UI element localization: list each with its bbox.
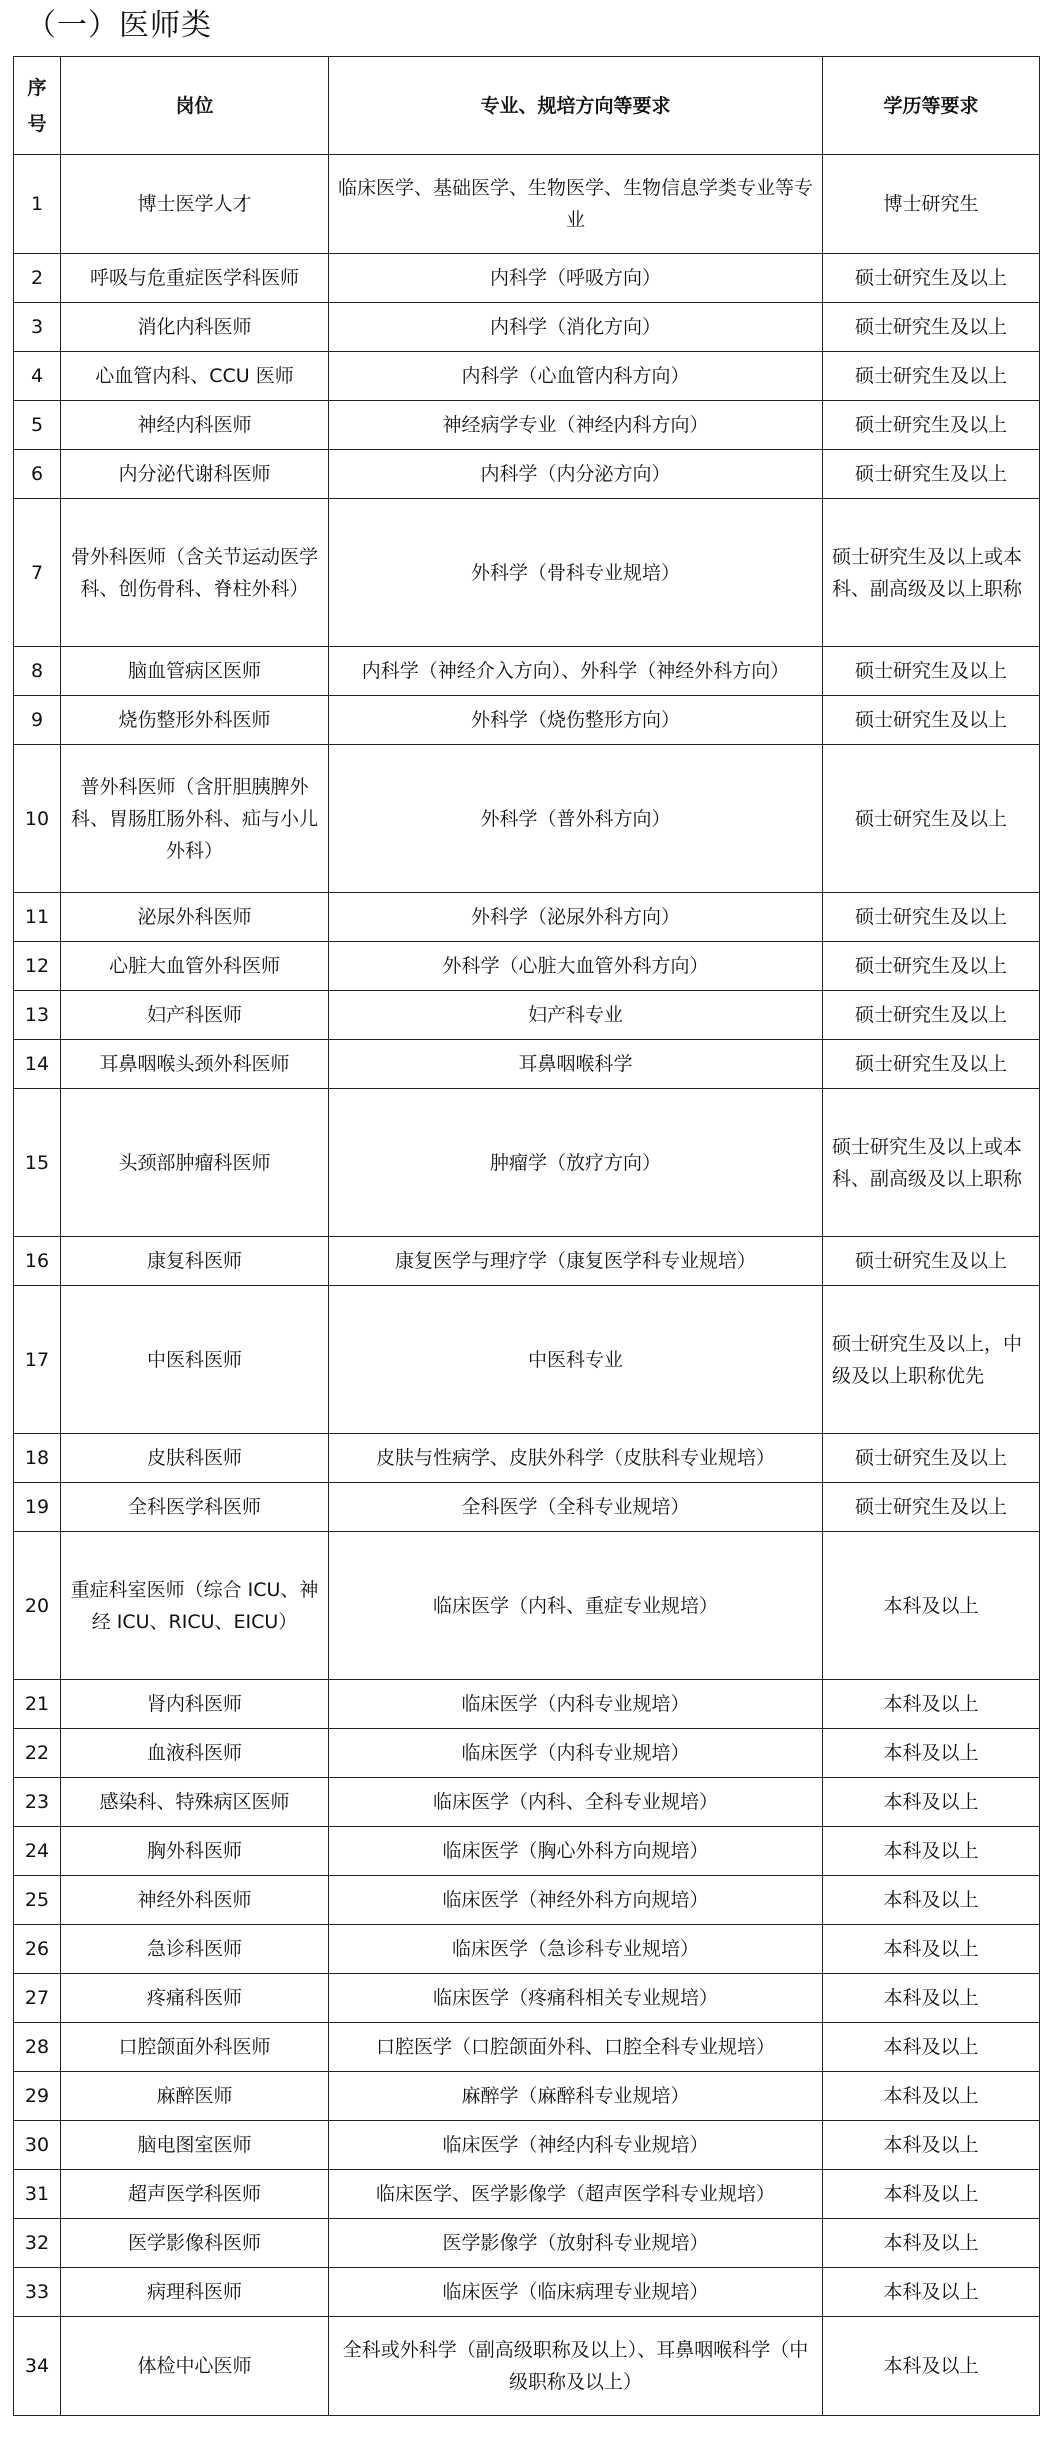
- row-no: 11: [14, 893, 61, 942]
- row-major: 全科或外科学（副高级职称及以上）、耳鼻咽喉科学（中级职称及以上）: [329, 2317, 823, 2416]
- row-major: 全科医学（全科专业规培）: [329, 1483, 823, 1532]
- row-post: 全科医学科医师: [61, 1483, 329, 1532]
- row-no: 28: [14, 2023, 61, 2072]
- row-post: 医学影像科医师: [61, 2219, 329, 2268]
- row-post: 血液科医师: [61, 1729, 329, 1778]
- row-no: 30: [14, 2121, 61, 2170]
- table-header-row: [14, 57, 1040, 155]
- row-edu: 硕士研究生及以上: [823, 1483, 1040, 1532]
- row-major: 康复医学与理疗学（康复医学科专业规培）: [329, 1237, 823, 1286]
- row-no: 7: [14, 499, 61, 647]
- table-row: [14, 2121, 1040, 2170]
- row-post: 体检中心医师: [61, 2317, 329, 2416]
- row-major: 临床医学（内科、重症专业规培）: [329, 1532, 823, 1680]
- table-row: [14, 942, 1040, 991]
- row-edu: 本科及以上: [823, 1729, 1040, 1778]
- row-no: 14: [14, 1040, 61, 1089]
- table-row: [14, 1089, 1040, 1237]
- table-row: [14, 1483, 1040, 1532]
- table-row: [14, 991, 1040, 1040]
- row-major: 口腔医学（口腔颌面外科、口腔全科专业规培）: [329, 2023, 823, 2072]
- row-post: 中医科医师: [61, 1286, 329, 1434]
- row-no: 26: [14, 1925, 61, 1974]
- row-no: 20: [14, 1532, 61, 1680]
- row-edu: 本科及以上: [823, 1925, 1040, 1974]
- table-row: [14, 1925, 1040, 1974]
- row-edu: 硕士研究生及以上: [823, 991, 1040, 1040]
- table-row: [14, 1778, 1040, 1827]
- row-edu: 本科及以上: [823, 2317, 1040, 2416]
- row-edu: 本科及以上: [823, 1532, 1040, 1680]
- table-row: [14, 1974, 1040, 2023]
- row-edu: 硕士研究生及以上: [823, 303, 1040, 352]
- table-row: [14, 1434, 1040, 1483]
- row-post: 泌尿外科医师: [61, 893, 329, 942]
- table-row: [14, 1729, 1040, 1778]
- table-row: [14, 893, 1040, 942]
- row-no: 6: [14, 450, 61, 499]
- row-edu: 本科及以上: [823, 2072, 1040, 2121]
- row-edu: 本科及以上: [823, 2219, 1040, 2268]
- row-major: 临床医学（急诊科专业规培）: [329, 1925, 823, 1974]
- row-post: 头颈部肿瘤科医师: [61, 1089, 329, 1237]
- table-row: [14, 254, 1040, 303]
- row-edu: 本科及以上: [823, 2170, 1040, 2219]
- row-no: 5: [14, 401, 61, 450]
- row-major: 妇产科专业: [329, 991, 823, 1040]
- row-major: 临床医学（神经内科专业规培）: [329, 2121, 823, 2170]
- table-row: [14, 1237, 1040, 1286]
- row-major: 临床医学（内科、全科专业规培）: [329, 1778, 823, 1827]
- header-no: 序号: [14, 57, 61, 155]
- row-no: 4: [14, 352, 61, 401]
- row-major: 中医科专业: [329, 1286, 823, 1434]
- row-edu: 硕士研究生及以上: [823, 1040, 1040, 1089]
- row-edu: 本科及以上: [823, 2121, 1040, 2170]
- row-post: 内分泌代谢科医师: [61, 450, 329, 499]
- table-row: [14, 499, 1040, 647]
- table-row: [14, 696, 1040, 745]
- table-row: [14, 2268, 1040, 2317]
- row-no: 23: [14, 1778, 61, 1827]
- row-no: 2: [14, 254, 61, 303]
- row-major: 临床医学（神经外科方向规培）: [329, 1876, 823, 1925]
- row-post: 皮肤科医师: [61, 1434, 329, 1483]
- row-major: 外科学（心脏大血管外科方向）: [329, 942, 823, 991]
- row-no: 34: [14, 2317, 61, 2416]
- row-edu: 硕士研究生及以上: [823, 1237, 1040, 1286]
- row-no: 10: [14, 745, 61, 893]
- table-row: [14, 647, 1040, 696]
- row-post: 超声医学科医师: [61, 2170, 329, 2219]
- header-edu: 学历等要求: [823, 57, 1040, 155]
- table-row: [14, 303, 1040, 352]
- row-edu: 硕士研究生及以上: [823, 893, 1040, 942]
- row-no: 8: [14, 647, 61, 696]
- row-major: 麻醉学（麻醉科专业规培）: [329, 2072, 823, 2121]
- row-no: 1: [14, 155, 61, 254]
- row-major: 神经病学专业（神经内科方向）: [329, 401, 823, 450]
- row-post: 神经外科医师: [61, 1876, 329, 1925]
- row-post: 呼吸与危重症医学科医师: [61, 254, 329, 303]
- row-post: 烧伤整形外科医师: [61, 696, 329, 745]
- row-major: 内科学（消化方向）: [329, 303, 823, 352]
- table-row: [14, 2317, 1040, 2416]
- row-post: 感染科、特殊病区医师: [61, 1778, 329, 1827]
- header-major: 专业、规培方向等要求: [329, 57, 823, 155]
- row-no: 22: [14, 1729, 61, 1778]
- row-major: 临床医学、医学影像学（超声医学科专业规培）: [329, 2170, 823, 2219]
- row-major: 皮肤与性病学、皮肤外科学（皮肤科专业规培）: [329, 1434, 823, 1483]
- row-post: 耳鼻咽喉头颈外科医师: [61, 1040, 329, 1089]
- row-post: 麻醉医师: [61, 2072, 329, 2121]
- row-edu: 硕士研究生及以上或本科、副高级及以上职称: [823, 1089, 1040, 1237]
- row-major: 临床医学（内科专业规培）: [329, 1729, 823, 1778]
- row-major: 临床医学（胸心外科方向规培）: [329, 1827, 823, 1876]
- row-post: 妇产科医师: [61, 991, 329, 1040]
- row-post: 消化内科医师: [61, 303, 329, 352]
- row-post: 骨外科医师（含关节运动医学科、创伤骨科、脊柱外科）: [61, 499, 329, 647]
- row-no: 16: [14, 1237, 61, 1286]
- row-no: 17: [14, 1286, 61, 1434]
- row-post: 重症科室医师（综合 ICU、神经 ICU、RICU、EICU）: [61, 1532, 329, 1680]
- row-post: 口腔颌面外科医师: [61, 2023, 329, 2072]
- row-major: 内科学（呼吸方向）: [329, 254, 823, 303]
- table-row: [14, 1680, 1040, 1729]
- table-row: [14, 2219, 1040, 2268]
- row-edu: 硕士研究生及以上: [823, 745, 1040, 893]
- row-major: 临床医学（临床病理专业规培）: [329, 2268, 823, 2317]
- table-row: [14, 401, 1040, 450]
- row-post: 心血管内科、CCU 医师: [61, 352, 329, 401]
- row-major: 外科学（烧伤整形方向）: [329, 696, 823, 745]
- row-no: 9: [14, 696, 61, 745]
- row-edu: 本科及以上: [823, 1827, 1040, 1876]
- table-row: [14, 450, 1040, 499]
- row-no: 21: [14, 1680, 61, 1729]
- row-post: 胸外科医师: [61, 1827, 329, 1876]
- row-major: 内科学（神经介入方向）、外科学（神经外科方向）: [329, 647, 823, 696]
- row-post: 病理科医师: [61, 2268, 329, 2317]
- row-post: 脑血管病区医师: [61, 647, 329, 696]
- table-row: [14, 1040, 1040, 1089]
- row-edu: 硕士研究生及以上: [823, 696, 1040, 745]
- row-edu: 硕士研究生及以上: [823, 254, 1040, 303]
- row-no: 19: [14, 1483, 61, 1532]
- row-edu: 本科及以上: [823, 2023, 1040, 2072]
- row-no: 27: [14, 1974, 61, 2023]
- row-post: 心脏大血管外科医师: [61, 942, 329, 991]
- row-edu: 本科及以上: [823, 1974, 1040, 2023]
- row-edu: 硕士研究生及以上: [823, 1434, 1040, 1483]
- row-post: 博士医学人才: [61, 155, 329, 254]
- row-major: 耳鼻咽喉科学: [329, 1040, 823, 1089]
- header-post: 岗位: [61, 57, 329, 155]
- row-edu: 硕士研究生及以上: [823, 942, 1040, 991]
- row-no: 24: [14, 1827, 61, 1876]
- row-post: 肾内科医师: [61, 1680, 329, 1729]
- table-row: [14, 745, 1040, 893]
- table-row: [14, 352, 1040, 401]
- row-no: 15: [14, 1089, 61, 1237]
- row-edu: 本科及以上: [823, 1778, 1040, 1827]
- row-post: 普外科医师（含肝胆胰脾外科、胃肠肛肠外科、疝与小儿外科）: [61, 745, 329, 893]
- row-major: 临床医学（疼痛科相关专业规培）: [329, 1974, 823, 2023]
- row-major: 内科学（心血管内科方向）: [329, 352, 823, 401]
- row-post: 神经内科医师: [61, 401, 329, 450]
- row-edu: 硕士研究生及以上: [823, 450, 1040, 499]
- row-no: 3: [14, 303, 61, 352]
- row-edu: 硕士研究生及以上: [823, 401, 1040, 450]
- table-body: [14, 155, 1040, 2416]
- table-row: [14, 1827, 1040, 1876]
- row-post: 脑电图室医师: [61, 2121, 329, 2170]
- row-post: 康复科医师: [61, 1237, 329, 1286]
- row-major: 外科学（普外科方向）: [329, 745, 823, 893]
- row-no: 32: [14, 2219, 61, 2268]
- row-no: 25: [14, 1876, 61, 1925]
- table-row: [14, 2170, 1040, 2219]
- table-row: [14, 1876, 1040, 1925]
- row-no: 18: [14, 1434, 61, 1483]
- table-row: [14, 1532, 1040, 1680]
- row-major: 肿瘤学（放疗方向）: [329, 1089, 823, 1237]
- row-no: 33: [14, 2268, 61, 2317]
- row-edu: 硕士研究生及以上: [823, 352, 1040, 401]
- row-major: 临床医学（内科专业规培）: [329, 1680, 823, 1729]
- table-row: [14, 2072, 1040, 2121]
- row-no: 29: [14, 2072, 61, 2121]
- table-row: [14, 155, 1040, 254]
- row-post: 疼痛科医师: [61, 1974, 329, 2023]
- row-major: 外科学（骨科专业规培）: [329, 499, 823, 647]
- row-edu: 硕士研究生及以上，中级及以上职称优先: [823, 1286, 1040, 1434]
- table-row: [14, 1286, 1040, 1434]
- table-row: [14, 2023, 1040, 2072]
- positions-table: [13, 56, 1040, 2416]
- row-no: 13: [14, 991, 61, 1040]
- row-edu: 博士研究生: [823, 155, 1040, 254]
- row-edu: 本科及以上: [823, 1680, 1040, 1729]
- row-post: 急诊科医师: [61, 1925, 329, 1974]
- row-no: 31: [14, 2170, 61, 2219]
- section-title: （一）医师类: [26, 8, 212, 43]
- row-edu: 硕士研究生及以上: [823, 647, 1040, 696]
- row-major: 外科学（泌尿外科方向）: [329, 893, 823, 942]
- row-no: 12: [14, 942, 61, 991]
- row-edu: 硕士研究生及以上或本科、副高级及以上职称: [823, 499, 1040, 647]
- row-edu: 本科及以上: [823, 2268, 1040, 2317]
- row-edu: 本科及以上: [823, 1876, 1040, 1925]
- row-major: 内科学（内分泌方向）: [329, 450, 823, 499]
- row-major: 医学影像学（放射科专业规培）: [329, 2219, 823, 2268]
- row-major: 临床医学、基础医学、生物医学、生物信息学类专业等专业: [329, 155, 823, 254]
